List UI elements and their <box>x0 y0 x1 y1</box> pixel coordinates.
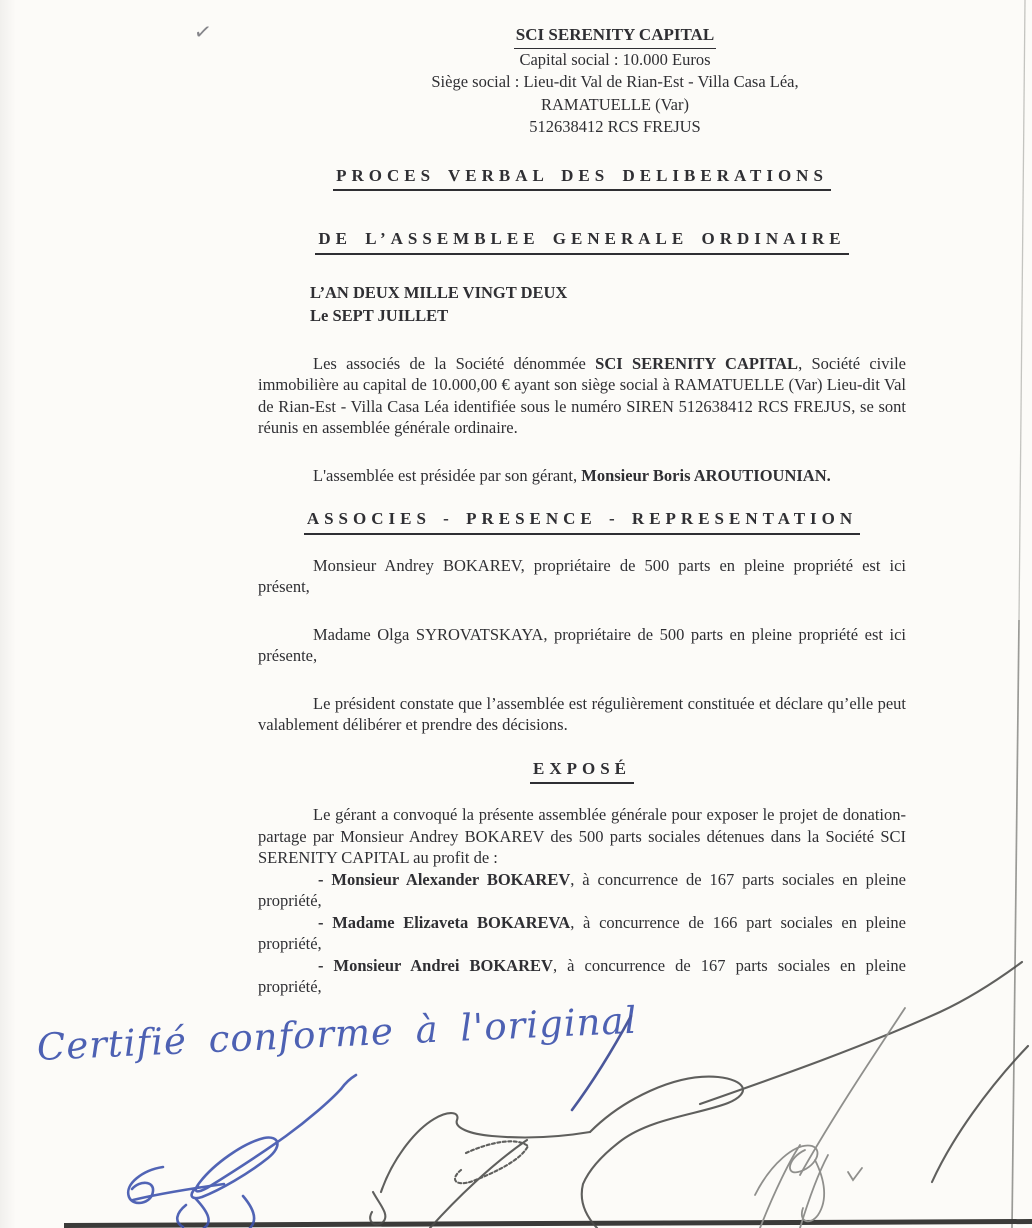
signature-stroke <box>370 1192 385 1224</box>
section-heading-presence-text: ASSOCIES - PRESENCE - REPRESENTATION <box>304 508 860 535</box>
signature-stroke-tall <box>572 1016 631 1110</box>
signature-dark-center <box>370 962 1028 1228</box>
meeting-date-line-1: L’AN DEUX MILLE VINGT DEUX <box>310 282 568 302</box>
meeting-date-line-2: Le SEPT JUILLET <box>310 305 449 325</box>
scan-line-right-bottom <box>1012 620 1019 1228</box>
manager-name: Monsieur Boris AROUTIOUNIAN. <box>581 465 831 485</box>
text-run: L'assemblée est présidée par son gérant, <box>313 465 582 485</box>
signature-stroke <box>582 1077 743 1228</box>
paragraph-expose: Le gérant a convoqué la présente assemblée générale pour exposer le projet de donation-partage par Monsieur Andrey BOKAREV des 500 parts sociales détenues dans la Société SCI SERENITY CAPITAL au profit de : <box>258 805 906 867</box>
beneficiary-name: - Madame Elizaveta BOKAREVA <box>318 912 571 932</box>
signature-stroke <box>430 1140 527 1228</box>
signature-blue-left <box>128 1075 356 1228</box>
paragraph-partner-2: Madame Olga SYROVATSKAYA, propriétaire de 500 parts en pleine propriété est ici présente, <box>258 624 906 665</box>
signature-stroke <box>133 1184 224 1200</box>
signature-stroke <box>848 1168 862 1180</box>
company-name-inline: SCI SERENITY CAPITAL <box>595 353 799 373</box>
main-title: PROCES VERBAL DES DELIBERATIONS <box>333 165 831 192</box>
scan-line-right-top <box>1019 0 1025 620</box>
checkmark-annotation: ✓ <box>192 18 214 46</box>
beneficiary-detail: , à concurrence de 167 parts sociales en pleine propriété, <box>258 869 906 910</box>
sub-title: DE L’ASSEMBLEE GENERALE ORDINAIRE <box>315 228 848 255</box>
beneficiary-name: - Monsieur Alexander BOKAREV <box>318 869 571 889</box>
handwritten-certification: Certifié conforme à l'original <box>36 998 639 1069</box>
text-run: , Société civile immobilière au capital de 10.000,00 € ayant son siège social à RAMATUELLE (Var) Lieu-dit Val de Rian-Est - Villa Casa Léa identifiée sous le numéro SIREN 512638412 RCS FREJUS, se sont réunis en assemblée générale ordinaire. <box>258 353 907 437</box>
signature-gray-right <box>755 1008 905 1228</box>
signature-stroke <box>192 1089 341 1198</box>
beneficiary-detail: , à concurrence de 167 parts sociales en pleine propriété, <box>258 955 906 996</box>
paragraph-president-statement: Le président constate que l’assemblée est régulièrement constituée et déclare qu’elle peut valablement délibérer et prendre des décisions. <box>258 693 906 734</box>
company-name: SCI SERENITY CAPITAL <box>514 24 716 49</box>
signature-stroke <box>700 962 1022 1104</box>
paragraph-partner-1: Monsieur Andrey BOKAREV, propriétaire de 500 parts en pleine propriété est ici présent, <box>258 555 906 596</box>
text-run: Les associés de la Société dénommée <box>313 353 596 373</box>
registration-line: 512638412 RCS FREJUS <box>529 117 701 136</box>
signature-stroke <box>381 1113 590 1192</box>
address-line-2: RAMATUELLE (Var) <box>540 94 689 114</box>
signature-stroke <box>341 1075 356 1089</box>
signature-stroke <box>800 1008 905 1175</box>
capital-line: Capital social : 10.000 Euros <box>519 49 711 69</box>
address-line-1: Siège social : Lieu-dit Val de Rian-Est - Villa Casa Léa, <box>431 72 799 91</box>
beneficiary-detail: , à concurrence de 166 part sociales en pleine propriété, <box>258 912 907 953</box>
section-heading-expose-text: EXPOSÉ <box>530 758 634 785</box>
beneficiary-name: - Monsieur Andrei BOKAREV <box>318 955 553 975</box>
